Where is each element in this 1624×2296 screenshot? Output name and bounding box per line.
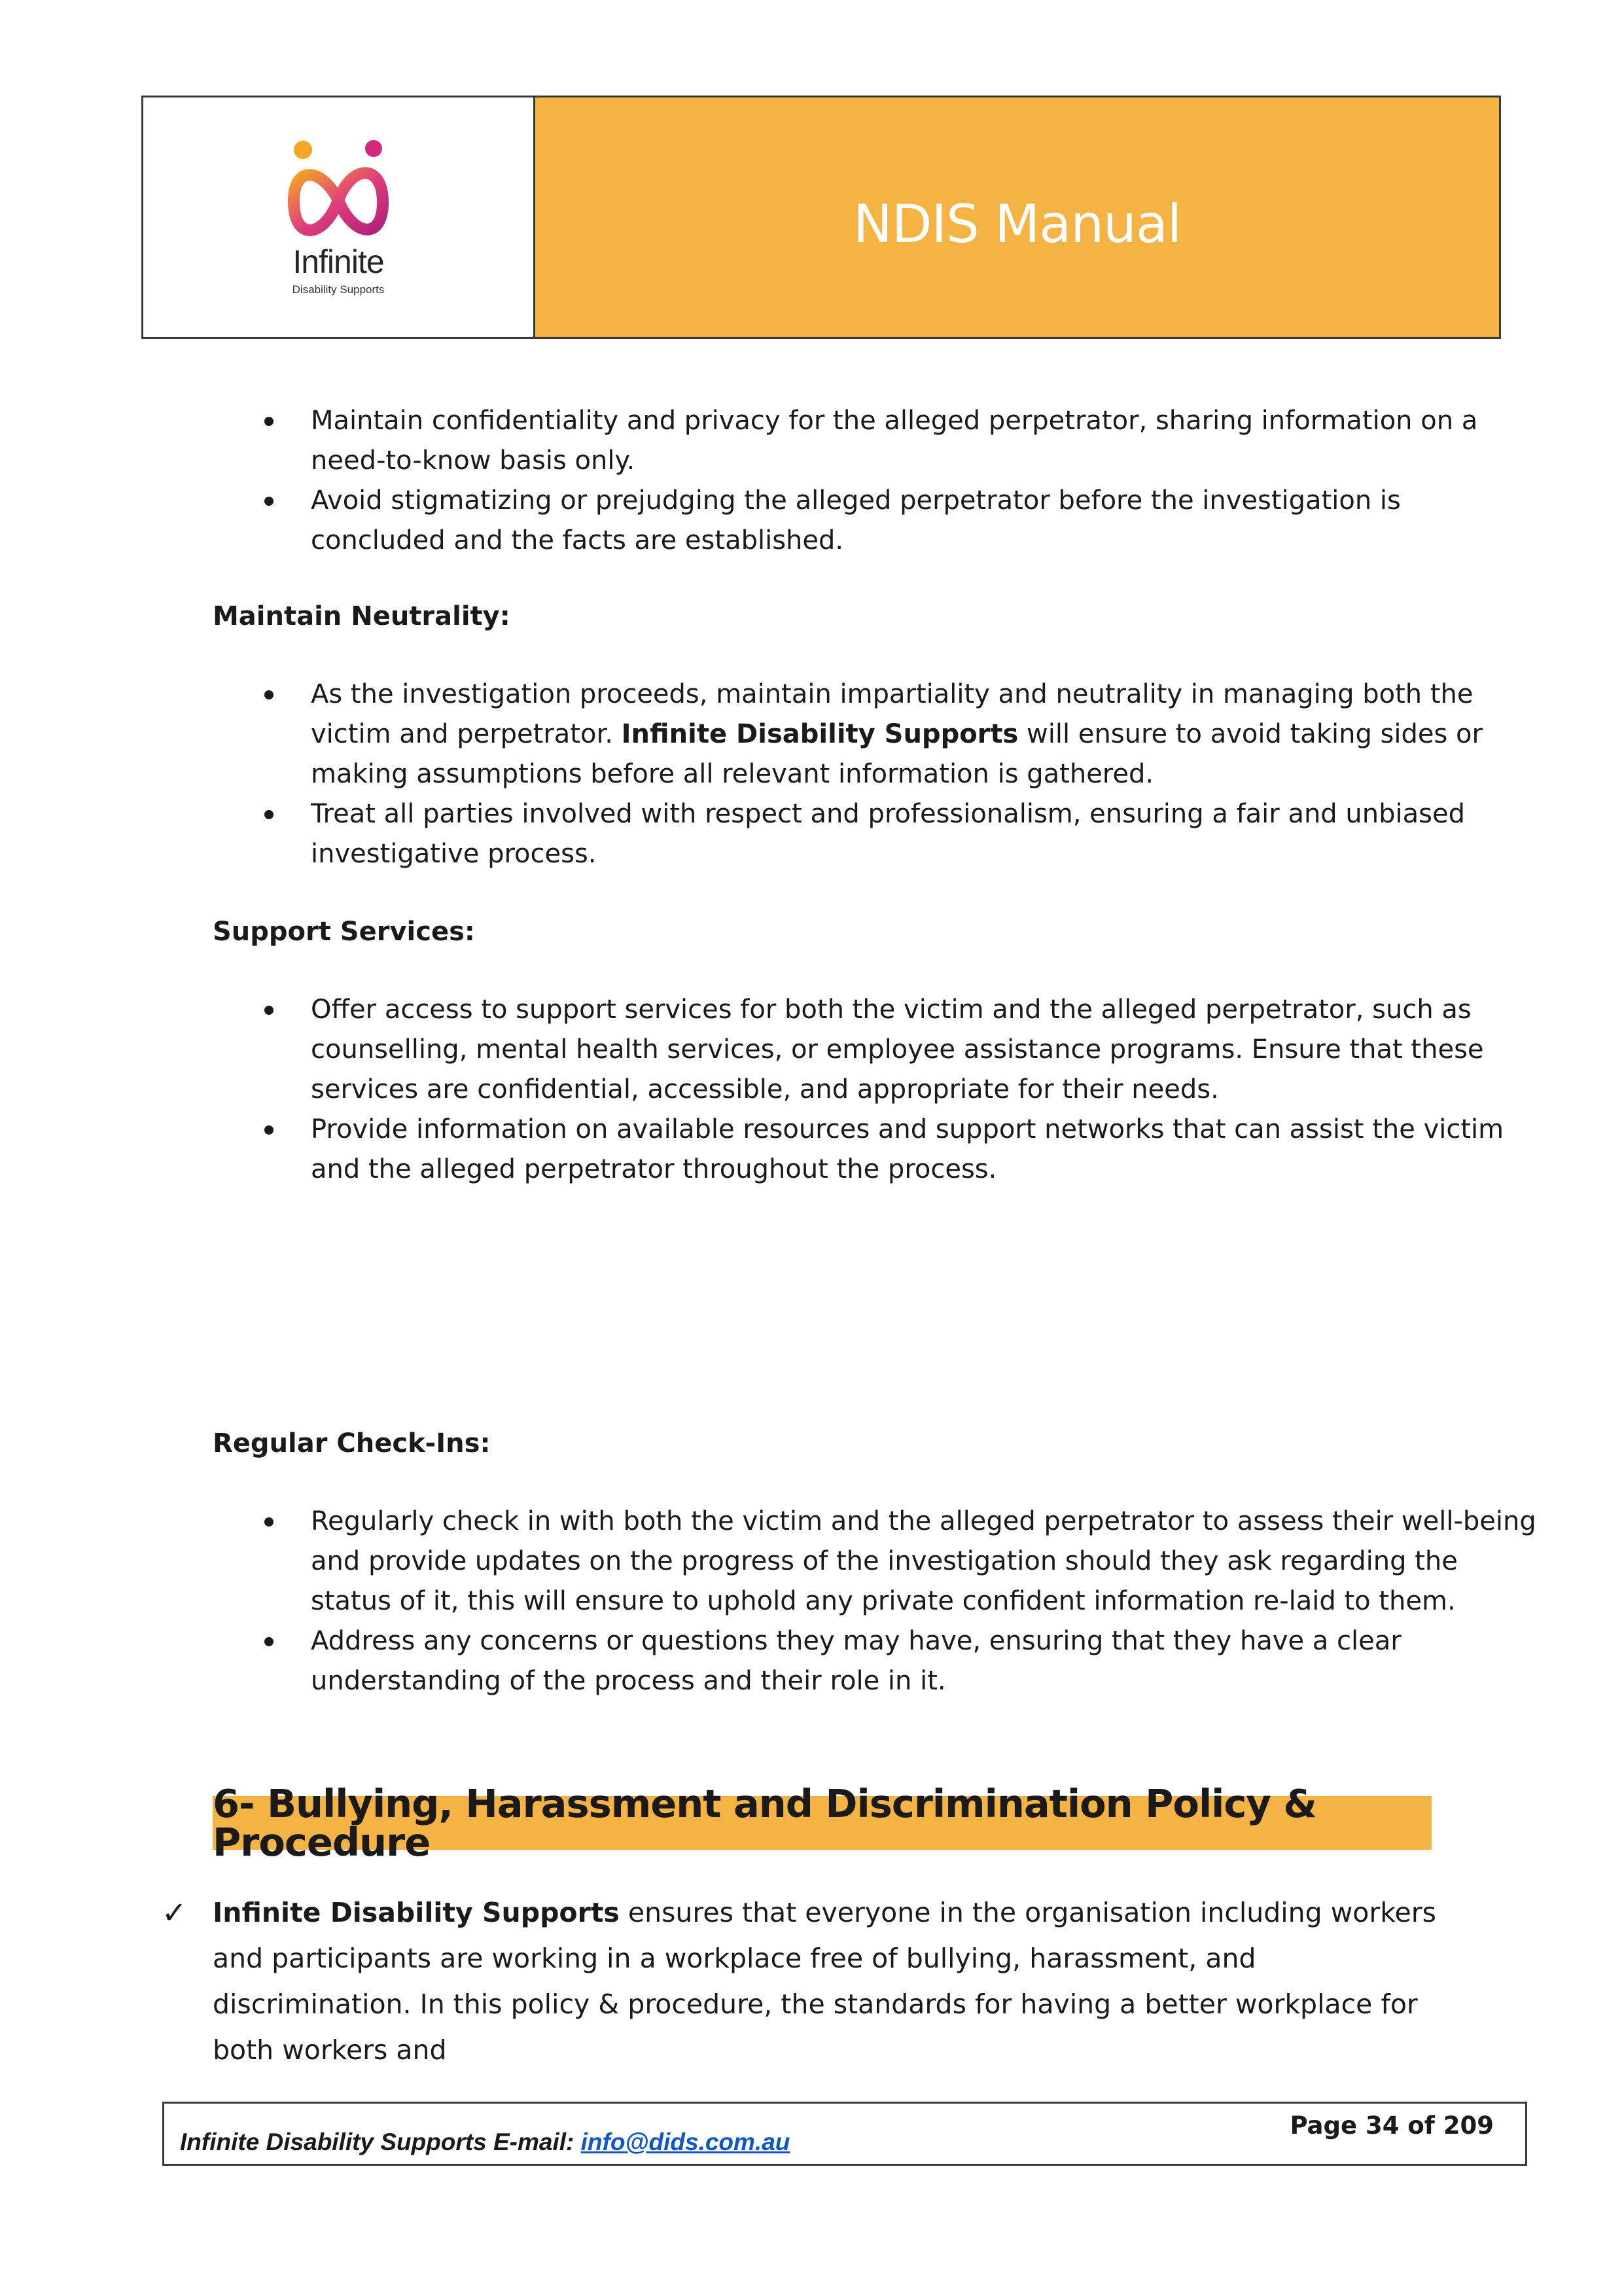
logo-subtitle: Disability Supports [292,283,385,296]
page-title: NDIS Manual [853,193,1181,255]
company-name: Infinite Disability Supports [213,1897,620,1928]
logo-word: Infinite [292,243,384,280]
section-heading: Support Services: [213,917,475,947]
footer-label: Infinite Disability Supports E-mail: [180,2128,581,2155]
section-heading: Regular Check-Ins: [213,1428,491,1458]
email-link[interactable]: info@dids.com.au [580,2128,790,2155]
list-item-text: will ensure to avoid taking sides or making assumptions before all relevant information is gathered. [311,719,1483,789]
page-number: Page 34 of 209 [1290,2111,1494,2140]
neutrality-section [213,597,1495,874]
list-item: Treat all parties involved with respect and professionalism, ensuring a fair and unbiased investigative process. [213,794,1541,874]
section-6-banner [213,1781,1432,1865]
support-section [213,912,1504,1190]
page-header [141,96,1501,339]
list-item-text: As the investigation proceeds, maintain impartiality and neutrality in managing both the victim and perpetrator. [311,679,1474,749]
logo [143,97,535,337]
section-heading: Maintain Neutrality: [213,601,510,631]
company-name: Infinite Disability Supports [621,719,1019,749]
checkmark-icon: ✓ [162,1895,187,1930]
title-banner [535,97,1499,337]
list-item: Address any concerns or questions they may have, ensuring that they have a clear understanding of the process and their role in it. [213,1621,1541,1701]
list-item [213,675,1541,794]
section-6-title: 6- Bullying, Harassment and Discrimination Policy & Procedure [213,1781,1316,1865]
footer-contact [180,2128,790,2156]
list-item: Offer access to support services for both the victim and the alleged perpetrator, such as counselling, mental health services, or employee assistance programs. Ensure that these services are confidential, accessible, and appropriate for their needs. [213,990,1541,1110]
list-item: Avoid stigmatizing or prejudging the alleged perpetrator before the investigation is concluded and the facts are established. [213,481,1541,561]
list-item: Maintain confidentiality and privacy for the alleged perpetrator, sharing information on a need-to-know basis only. [213,401,1541,481]
infinity-logo-icon [266,138,410,249]
confidentiality-section [213,401,1495,561]
list-item: Provide information on available resources and support networks that can assist the victim and the alleged perpetrator throughout the process. [213,1110,1541,1190]
page-footer [162,2102,1527,2166]
list-item: Regularly check in with both the victim and the alleged perpetrator to assess their well-being and provide updates on the progress of the investigation should they ask regarding the status of it, this will ensure to uphold any private confident information re-laid to them. [213,1502,1541,1621]
section-6-paragraph [162,1890,1456,2073]
checkins-section [213,1424,1536,1701]
paragraph-text: ensures that everyone in the organisation including workers and participants are working in a workplace free of bullying, harassment, and discrimination. In this policy & procedure, the standards for having a better workplace for both workers and [213,1897,1436,2066]
